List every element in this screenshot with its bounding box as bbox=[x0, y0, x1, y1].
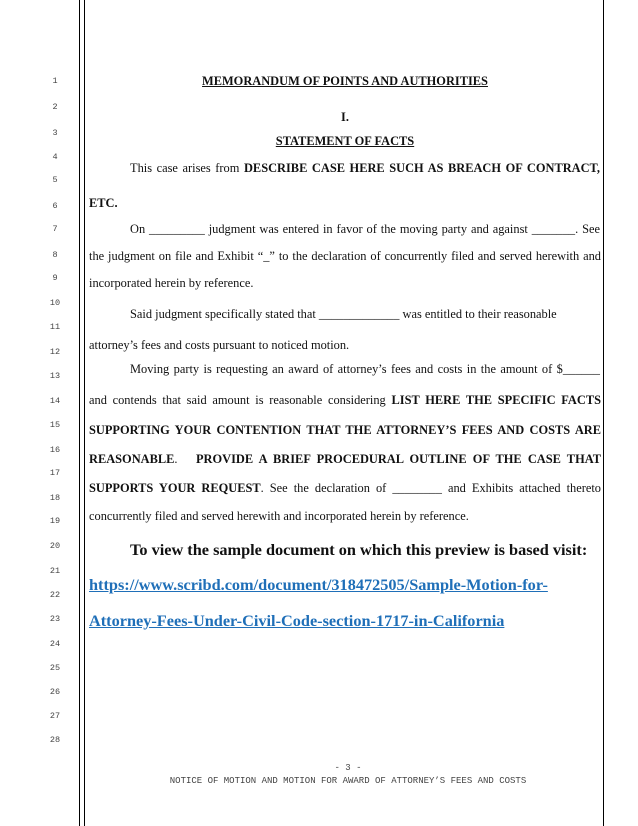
line-number: 9 bbox=[52, 273, 58, 283]
sample-document-link[interactable]: Attorney-Fees-Under-Civil-Code-section-1717-in-California bbox=[89, 611, 505, 630]
placeholder-instruction: DESCRIBE CASE HERE SUCH AS BREACH OF CONTRACT, bbox=[243, 161, 600, 175]
paragraph-line: On _________ judgment was entered in favor of the moving party and against _______. See bbox=[130, 222, 600, 236]
text-run: and contends that said amount is reasonable considering bbox=[89, 393, 392, 407]
line-number: 7 bbox=[52, 224, 58, 234]
line-number: 23 bbox=[49, 614, 61, 624]
line-number: 13 bbox=[49, 371, 61, 381]
line-number: 28 bbox=[49, 735, 61, 745]
memorandum-title: MEMORANDUM OF POINTS AND AUTHORITIES bbox=[202, 74, 488, 88]
left-margin-rule-inner bbox=[84, 0, 85, 826]
placeholder-instruction: REASONABLE bbox=[89, 452, 175, 466]
line-number: 11 bbox=[49, 322, 61, 332]
line-number: 18 bbox=[49, 493, 61, 503]
paragraph-line: the judgment on file and Exhibit “_” to the declaration of concurrently filed and served herewith and bbox=[89, 249, 601, 263]
paragraph-line: Said judgment specifically stated that _____________ was entitled to their reasonable bbox=[130, 307, 557, 321]
paragraph-line: incorporated herein by reference. bbox=[89, 276, 254, 290]
placeholder-instruction: LIST HERE THE SPECIFIC FACTS bbox=[391, 393, 601, 407]
line-number: 3 bbox=[52, 128, 58, 138]
line-number: 1 bbox=[52, 76, 58, 86]
paragraph-line bbox=[89, 451, 601, 467]
line-number: 5 bbox=[52, 175, 58, 185]
paragraph-line bbox=[130, 160, 600, 176]
text-run: This case arises from bbox=[130, 161, 244, 175]
placeholder-instruction: SUPPORTING YOUR CONTENTION THAT THE ATTORNEY’S FEES AND COSTS ARE bbox=[89, 423, 601, 437]
preview-notice: To view the sample document on which this preview is based visit: bbox=[130, 540, 588, 559]
line-number: 24 bbox=[49, 639, 61, 649]
line-number: 6 bbox=[52, 201, 58, 211]
page-number: - 3 - bbox=[334, 763, 362, 773]
section-title: STATEMENT OF FACTS bbox=[275, 134, 415, 148]
line-number: 8 bbox=[52, 250, 58, 260]
paragraph-line: attorney’s fees and costs pursuant to noticed motion. bbox=[89, 338, 350, 352]
line-number: 20 bbox=[49, 541, 61, 551]
line-number: 15 bbox=[49, 420, 61, 430]
text-run: . bbox=[174, 452, 196, 466]
paragraph-line: concurrently filed and served herewith and incorporated herein by reference. bbox=[89, 509, 469, 523]
line-number: 17 bbox=[49, 468, 61, 478]
paragraph-line: Moving party is requesting an award of attorney’s fees and costs in the amount of $______ bbox=[130, 362, 600, 376]
left-margin-rule-outer bbox=[79, 0, 80, 826]
line-number: 12 bbox=[49, 347, 61, 357]
line-number: 22 bbox=[49, 590, 61, 600]
footer-caption: NOTICE OF MOTION AND MOTION FOR AWARD OF ATTORNEY’S FEES AND COSTS bbox=[169, 776, 527, 786]
placeholder-instruction: SUPPORTS YOUR REQUEST bbox=[89, 481, 261, 495]
line-number: 4 bbox=[52, 152, 58, 162]
line-number: 25 bbox=[49, 663, 61, 673]
line-number: 26 bbox=[49, 687, 61, 697]
sample-document-link[interactable]: https://www.scribd.com/document/318472505/Sample-Motion-for- bbox=[89, 575, 548, 594]
paragraph-line bbox=[89, 480, 601, 496]
line-number: 16 bbox=[49, 445, 61, 455]
placeholder-instruction: ETC. bbox=[89, 196, 118, 210]
right-margin-rule bbox=[603, 0, 604, 826]
line-number: 21 bbox=[49, 566, 61, 576]
line-number: 19 bbox=[49, 516, 61, 526]
line-number: 27 bbox=[49, 711, 61, 721]
line-number: 2 bbox=[52, 102, 58, 112]
line-number: 14 bbox=[49, 396, 61, 406]
line-number: 10 bbox=[49, 298, 61, 308]
text-run: . See the declaration of ________ and Exhibits attached thereto bbox=[260, 481, 601, 495]
paragraph-line bbox=[89, 392, 601, 408]
placeholder-instruction: PROVIDE A BRIEF PROCEDURAL OUTLINE OF THE CASE THAT bbox=[195, 452, 602, 466]
section-number: I. bbox=[341, 110, 349, 124]
